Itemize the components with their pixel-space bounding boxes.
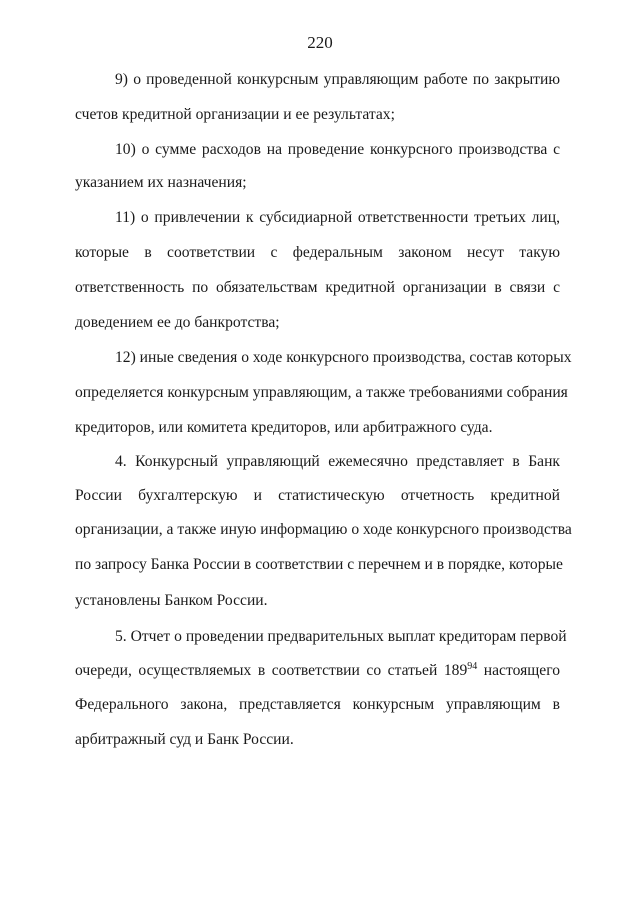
section-4-line-4: по запросу Банка России в соответствии с перечнем и в порядке, которые bbox=[75, 556, 563, 573]
item-12-line-3: кредиторов, или комитета кредиторов, или арбитражного суда. bbox=[75, 419, 493, 436]
section-5-line-2 bbox=[75, 660, 560, 682]
item-10-line-2: указанием их назначения; bbox=[75, 174, 247, 191]
section-5-line-4: арбитражный суд и Банк России. bbox=[75, 731, 294, 748]
item-12-line-1: 12) иные сведения о ходе конкурсного производства, состав которых bbox=[115, 349, 572, 366]
item-11-line-2: которые в соответствии с федеральным законом несут такую bbox=[75, 244, 560, 261]
item-12-line-2: определяется конкурсным управляющим, а также требованиями собрания bbox=[75, 384, 568, 401]
item-11-line-4: доведением ее до банкротства; bbox=[75, 314, 280, 331]
article-superscript: 94 bbox=[467, 661, 478, 672]
section-4-line-3: организации, а также иную информацию о ходе конкурсного производства bbox=[75, 521, 572, 538]
section-5-line-2-text-after: настоящего bbox=[477, 662, 560, 679]
item-9-line-1: 9) о проведенной конкурсным управляющим работе по закрытию bbox=[115, 71, 560, 88]
section-4-line-2: России бухгалтерскую и статистическую отчетность кредитной bbox=[75, 487, 560, 504]
page-number: 220 bbox=[307, 33, 333, 52]
section-5-line-2-text-before: очереди, осуществляемых в соответствии со статьей 189 bbox=[75, 662, 468, 679]
item-11-line-3: ответственность по обязательствам кредитной организации в связи с bbox=[75, 279, 560, 296]
section-4-line-5: установлены Банком России. bbox=[75, 592, 268, 609]
item-11-line-1: 11) о привлечении к субсидиарной ответственности третьих лиц, bbox=[115, 209, 560, 226]
section-4-line-1: 4. Конкурсный управляющий ежемесячно представляет в Банк bbox=[115, 453, 560, 470]
section-5-line-3: Федерального закона, представляется конкурсным управляющим в bbox=[75, 696, 560, 713]
item-9-line-2: счетов кредитной организации и ее результатах; bbox=[75, 106, 395, 123]
section-5-line-1: 5. Отчет о проведении предварительных выплат кредиторам первой bbox=[115, 628, 567, 645]
item-10-line-1: 10) о сумме расходов на проведение конкурсного производства с bbox=[115, 141, 560, 158]
